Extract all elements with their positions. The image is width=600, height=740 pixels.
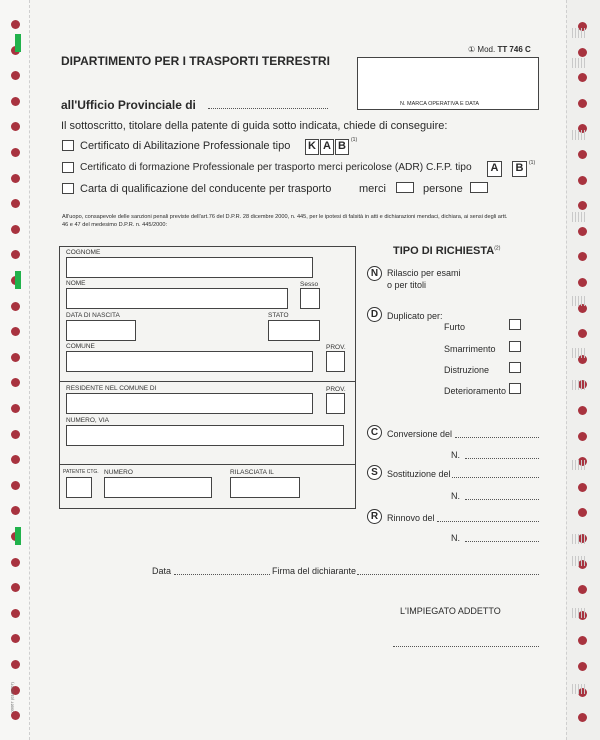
data-label: Data <box>152 566 172 576</box>
tractor-hole <box>11 353 20 362</box>
data-nascita-field[interactable] <box>66 320 136 341</box>
perforation-mark <box>572 608 586 618</box>
tractor-hole <box>578 150 587 159</box>
department-title: DIPARTIMENTO PER I TRASPORTI TERRESTRI <box>61 54 330 68</box>
rinnovo-n-label: N. <box>451 533 460 543</box>
prov-field[interactable] <box>326 351 345 372</box>
tractor-hole <box>11 404 20 413</box>
sostituzione-n-label: N. <box>451 491 460 501</box>
adr-label: Certificato di formazione Professionale per trasporto merci pericolose (ADR) C.F.P. tipo <box>80 162 472 173</box>
tractor-hole <box>11 609 20 618</box>
impiegato-label: L'IMPIEGATO ADDETTO <box>400 606 501 616</box>
left-perforated-strip <box>0 0 30 740</box>
declaration-text: All'uopo, consapevole delle sanzioni penali previste dell'art.76 del D.P.R. 28 dicembre 2000, n. 445, per le ipotesi di falsità in atti e dichiarazioni mendaci, dichiara, ai sensi degli artt. 46 e 47 del medesimo D.P.R. n. 445/2000: <box>62 214 508 228</box>
tractor-hole <box>11 481 20 490</box>
deterioramento-checkbox[interactable] <box>509 383 521 394</box>
comune-field[interactable] <box>66 351 313 372</box>
nome-field[interactable] <box>66 288 288 309</box>
s-letter-icon[interactable]: S <box>367 465 382 480</box>
tractor-hole <box>578 227 587 236</box>
numero-via-field[interactable] <box>66 425 344 446</box>
stato-field[interactable] <box>268 320 320 341</box>
intro-text: Il sottoscritto, titolare della patente di guida sotto indicata, chiede di conseguire: <box>61 120 448 132</box>
r-letter-icon[interactable]: R <box>367 509 382 524</box>
tractor-hole <box>11 148 20 157</box>
green-registration-mark <box>15 271 21 289</box>
perforation-mark <box>572 130 586 140</box>
stato-label: STATO <box>268 312 289 319</box>
firma-field[interactable] <box>357 574 539 575</box>
cap-checkbox[interactable] <box>62 140 74 151</box>
perforation-mark <box>572 534 586 544</box>
conversione-n-label: N. <box>451 450 460 460</box>
tractor-hole <box>578 48 587 57</box>
perforation-mark <box>572 556 586 566</box>
numero-via-label: NUMERO, VIA <box>66 417 109 424</box>
n-letter-icon[interactable]: N <box>367 266 382 281</box>
cap-label: Certificato di Abilitazione Professionale tipo <box>80 140 291 152</box>
tractor-hole <box>11 430 20 439</box>
prov-residenza-field[interactable] <box>326 393 345 414</box>
tractor-hole <box>11 97 20 106</box>
adr-checkbox[interactable] <box>62 162 74 173</box>
cqc-persone-label: persone <box>423 183 463 195</box>
sostituzione-n-field[interactable] <box>465 499 539 500</box>
cognome-field[interactable] <box>66 257 313 278</box>
adr-type-a[interactable]: A <box>487 161 502 177</box>
perforation-mark <box>572 348 586 358</box>
prov-label: PROV. <box>326 344 346 351</box>
rinnovo-n-field[interactable] <box>465 541 539 542</box>
perforation-mark <box>572 380 586 390</box>
request-title: TIPO DI RICHIESTA$^{(2)}$ <box>393 245 501 257</box>
office-label: all'Ufficio Provinciale di <box>61 98 196 112</box>
tractor-hole <box>11 20 20 29</box>
cqc-label: Carta di qualificazione del conducente per trasporto <box>80 183 332 195</box>
patente-ctg-field[interactable] <box>66 477 92 498</box>
perforation-mark <box>572 296 586 306</box>
tractor-hole <box>578 406 587 415</box>
smarrimento-checkbox[interactable] <box>509 341 521 352</box>
furto-label: Furto <box>444 322 466 332</box>
firma-label: Firma del dichiarante <box>272 566 357 576</box>
rilasciata-field[interactable] <box>230 477 300 498</box>
tractor-hole <box>11 225 20 234</box>
office-field[interactable] <box>208 108 328 109</box>
perforation-mark <box>572 28 586 38</box>
tractor-hole <box>578 176 587 185</box>
right-perforated-strip <box>566 0 600 740</box>
data-nascita-label: DATA DI NASCITA <box>66 312 120 319</box>
tractor-hole <box>578 483 587 492</box>
c-letter-icon[interactable]: C <box>367 425 382 440</box>
panel-divider <box>59 464 356 465</box>
cqc-merci-label: merci <box>359 183 386 195</box>
sostituzione-field[interactable] <box>452 477 539 478</box>
residente-label: RESIDENTE NEL COMUNE DI <box>66 385 157 392</box>
rilascio-label-2: o per titoli <box>387 280 427 290</box>
rinnovo-label: Rinnovo del <box>387 513 435 523</box>
numero-patente-field[interactable] <box>104 477 212 498</box>
tractor-hole <box>578 278 587 287</box>
conversione-label: Conversione del <box>387 429 453 439</box>
green-registration-mark <box>15 527 21 545</box>
deterioramento-label: Deterioramento <box>444 386 507 396</box>
perforation-mark <box>572 212 586 222</box>
sesso-label: Sesso <box>300 281 319 288</box>
tractor-hole <box>578 662 587 671</box>
green-registration-mark <box>15 34 21 52</box>
tractor-hole <box>578 99 587 108</box>
nome-label: NOME <box>66 280 86 287</box>
cap-type-b[interactable]: B <box>335 139 349 155</box>
distruzione-checkbox[interactable] <box>509 362 521 373</box>
residente-field[interactable] <box>66 393 313 414</box>
cqc-persone-checkbox[interactable] <box>470 182 488 193</box>
prov-residenza-label: PROV. <box>326 386 346 393</box>
panel-divider <box>59 381 356 382</box>
cqc-checkbox[interactable] <box>62 183 74 194</box>
cap-note: (1) <box>351 137 358 143</box>
conversione-n-field[interactable] <box>465 458 539 459</box>
smarrimento-label: Smarrimento <box>444 344 496 354</box>
perforation-mark <box>572 58 586 68</box>
comune-label: COMUNE <box>66 343 95 350</box>
distruzione-label: Distruzione <box>444 365 490 375</box>
tractor-hole <box>11 302 20 311</box>
form-print-code: 00067 (01/02/07) <box>9 682 15 713</box>
tractor-hole <box>578 432 587 441</box>
perforation-mark <box>572 460 586 470</box>
rilascio-label: Rilascio per esami <box>387 268 461 278</box>
model-label: ① Mod. TT 746 C <box>468 45 531 54</box>
d-letter-icon[interactable]: D <box>367 307 382 322</box>
furto-checkbox[interactable] <box>509 319 521 330</box>
tractor-hole <box>11 558 20 567</box>
duplicato-label: Duplicato per: <box>387 311 443 321</box>
rilasciata-label: RILASCIATA IL <box>230 469 274 476</box>
cqc-merci-checkbox[interactable] <box>396 182 414 193</box>
cap-type-k[interactable]: K <box>305 139 319 155</box>
adr-note: (1) <box>529 160 536 166</box>
conversione-field[interactable] <box>455 437 539 438</box>
numero-patente-label: NUMERO <box>104 469 133 476</box>
data-field[interactable] <box>174 574 270 575</box>
patente-ctg-label: PATENTE CTG. <box>63 469 99 475</box>
adr-type-b[interactable]: B <box>512 161 527 177</box>
sostituzione-label: Sostituzione del <box>387 469 451 479</box>
perforation-mark <box>572 684 586 694</box>
cap-type-a[interactable]: A <box>320 139 334 155</box>
rinnovo-field[interactable] <box>437 521 539 522</box>
impiegato-signature-field[interactable] <box>393 646 539 647</box>
stamp-caption: N. MARCA OPERATIVA E DATA <box>400 101 480 107</box>
cognome-label: COGNOME <box>66 249 101 256</box>
tractor-hole <box>11 174 20 183</box>
sesso-field[interactable] <box>300 288 320 309</box>
